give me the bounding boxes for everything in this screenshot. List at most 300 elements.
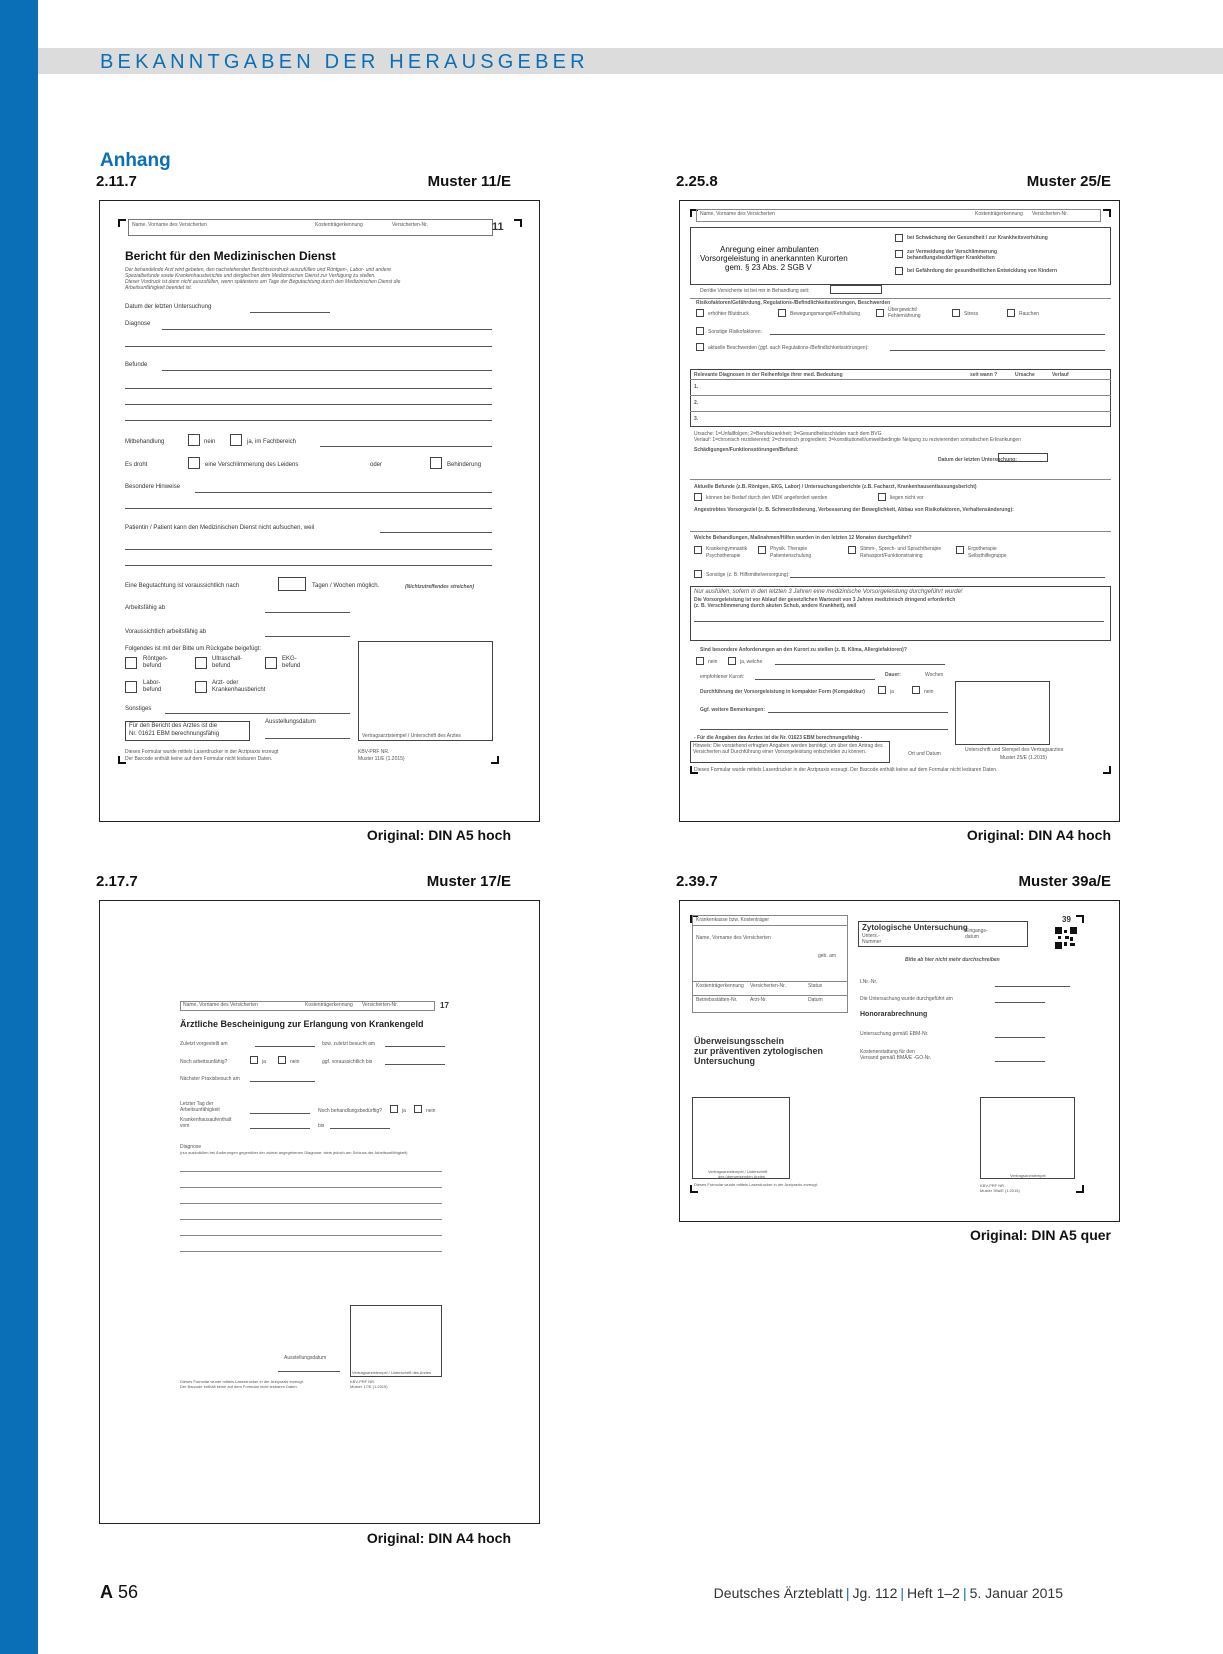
ultra-label: Ultraschall- (212, 656, 243, 662)
ueber-title: zur präventiven zytologischen (694, 1046, 824, 1056)
nicht-label: (Nichtzutreffendes streichen) (405, 584, 475, 590)
crop-mark (1103, 209, 1111, 217)
field-line (125, 565, 492, 566)
panel2-muster: Muster 25/E (1026, 173, 1111, 190)
header-title: BEKANNTGABEN DER HERAUSGEBER (100, 51, 589, 73)
divider (690, 479, 1111, 480)
panel4-muster: Muster 39a/E (1018, 873, 1111, 890)
zuletzt-label: Zuletzt vorgestellt am (180, 1041, 228, 1047)
intro-line: Spezialbefunde sowie Krankenhausberichte und dergleichen dem Medizinischen Dienst zur Verfügung zu stellen. (125, 273, 376, 279)
kosten-label: Kostenträgerkennung (975, 211, 1023, 217)
voraus-label: Voraussichtlich arbeitsfähig ab (125, 629, 207, 635)
panel2-original: Original: DIN A4 hoch (966, 827, 1111, 843)
checkbox-risk[interactable] (778, 309, 786, 317)
field-line (700, 729, 948, 730)
checkbox-behandlung[interactable] (694, 546, 702, 554)
checkbox-option[interactable] (895, 250, 903, 258)
betrieb-label: Betriebsstätten-Nr. (696, 997, 738, 1003)
field-line (250, 1081, 315, 1082)
option-label: bei Schwächung der Gesundheit / zur Krankheitsverhütung (907, 235, 1048, 241)
nein-label: nein (924, 689, 934, 695)
checkbox-ja[interactable] (230, 434, 242, 446)
field-line (995, 1037, 1045, 1038)
checkbox-option[interactable] (895, 267, 903, 275)
sonstige-b-label: Sonstige (z. B. Hilfsmittelversorgung): (706, 572, 790, 578)
stamp-box-left (692, 1097, 790, 1179)
kosten1-label: Kostenerstattung für den (860, 1049, 915, 1055)
risiko-label: Risikofaktoren/Gefährdung, Regulations-/Befindlichkeitsstörungen, Beschwerden (696, 300, 891, 306)
journal-name: Deutsches Ärzteblatt (713, 1585, 843, 1601)
crop-mark (1103, 766, 1111, 774)
field-line (250, 312, 330, 313)
side-accent-bar (0, 0, 38, 1654)
journal-issue: Heft 1–2 (907, 1585, 960, 1601)
begutachtung-label: Eine Begutachtung ist voraussichtlich nach (125, 583, 240, 589)
form-number: 39 (1062, 915, 1071, 924)
checkbox-option[interactable] (895, 234, 903, 242)
name-label: Name, Vorname des Versicherten (183, 1002, 258, 1008)
field-line (995, 986, 1070, 987)
kosten-label: Kostenträgerkennung (696, 983, 744, 989)
diag-row-num: 2. (694, 400, 699, 406)
ultra-label2: befund (212, 663, 231, 669)
naechster-label: Nächster Praxisbesuch am (180, 1076, 240, 1082)
field-line (278, 1371, 340, 1372)
kosten-label: Kostenträgerkennung (305, 1002, 353, 1008)
journal-info: Deutsches Ärzteblatt | Jg. 112 | Heft 1–2 | 5. Januar 2015 (713, 1585, 1063, 1601)
page-number (100, 1582, 138, 1603)
sonstiges-label: Sonstiges (125, 706, 152, 712)
field-line (250, 1128, 310, 1129)
section-title: Anhang (100, 150, 171, 171)
vers-label: Versicherten-Nr. (1032, 211, 1068, 217)
panel2-number: 2.25.8 (676, 173, 718, 190)
eingang-label: datum (965, 934, 979, 940)
seit-label: seit wann ? (970, 372, 998, 378)
footer-note: Der Barcode enthält keine auf dem Formular nicht lesbaren Daten. (180, 1384, 298, 1389)
field-line (125, 346, 492, 347)
field-line (255, 1046, 315, 1047)
row-line (690, 411, 1111, 412)
field-line (125, 508, 492, 509)
ja-label: ja (402, 1108, 406, 1114)
fuer-label: - Für die Angaben des Arztes ist die Nr. 01623 EBM berechnungsfähig - (694, 735, 863, 741)
lnr-label: LNr.-Nr. (860, 979, 878, 985)
field-line (125, 549, 492, 550)
field-line (320, 446, 492, 447)
patient-label: Patientin / Patient kann den Medizinischen Dienst nicht aufsuchen, weil (125, 525, 315, 531)
arbeitsfaehig-label: Arbeitsfähig ab (125, 605, 166, 611)
form-title: Bericht für den Medizinischen Dienst (125, 249, 336, 263)
nein-label: nein (290, 1059, 300, 1065)
panel1-original: Original: DIN A5 hoch (366, 827, 511, 843)
roentgen-label: Röntgen- (143, 656, 168, 662)
title-line: gem. § 23 Abs. 2 SGB V (725, 263, 812, 272)
ausstellung-label: Ausstellungsdatum (284, 1355, 327, 1361)
checkbox-nein[interactable] (696, 657, 704, 665)
aktuelle-bef-label: Aktuelle Befunde (z.B. Röntgen, EKG, Labor) / Untersuchungsberichte (z.B. Facharzt, Krankenhausentlassungsbericht) (694, 484, 977, 490)
verl-note: Verlauf: 1=chronisch rezidivierend; 2=chronisch progredient; 3=konstitutionell/umweltbedingte Neigung zu rezivierenden somatischen Erkrankungen (694, 437, 1021, 443)
nein-label: nein (426, 1108, 436, 1114)
checkbox-verschlimmerung[interactable] (188, 457, 200, 469)
kh-label: vom (180, 1123, 190, 1129)
kbv-label: Muster 17/E (1.2015) (350, 1384, 388, 1389)
checkbox-ekg[interactable] (265, 657, 277, 669)
kbv-label: Muster 11/E (1.2015) (358, 756, 405, 762)
mitbehandlung-label: Mitbehandlung (125, 439, 165, 445)
arzt-label: Arzt-Nr. (750, 997, 767, 1003)
stamp-box (358, 641, 493, 741)
checkbox-befund[interactable] (694, 493, 702, 501)
row-line (692, 995, 848, 996)
es-droht-label: Es droht (125, 462, 148, 468)
kbv-label: KBV-PRF NR. (358, 749, 390, 755)
field-line (180, 1203, 442, 1204)
field-line (162, 370, 492, 371)
footer-note: Der Barcode enthält keine auf dem Formular nicht lesbaren Daten. (125, 756, 273, 762)
aktuelle-label: aktuelle Beschwerden (ggf. auch Regulations-/Befindlichkeitsstörungen): (708, 345, 869, 351)
arzt-label: Arzt- oder (212, 680, 239, 686)
checkbox-ja[interactable] (728, 657, 736, 665)
kbv-label: Muster 25/E (1.2015) (1000, 755, 1047, 761)
date-boxes[interactable] (830, 285, 882, 294)
field-line (265, 738, 350, 739)
intro-line: Arbeitsunfähigkeit beendet ist. (125, 285, 192, 291)
schaedigungen-label: Schädigungen/Funktionsstörungen/Befund: (694, 447, 799, 453)
weeks-box[interactable] (278, 577, 306, 591)
bitte-label: Bitte ab hier nicht mehr durchschreiben (905, 957, 1000, 963)
arzt-label2: Krankenhausbericht (212, 687, 266, 693)
unters-label: Nummer (862, 939, 882, 945)
unterschrift-label: Unterschrift und Stempel des Vertragsarztes (965, 747, 1064, 753)
checkbox-behandlung[interactable] (694, 570, 702, 578)
tage-label: Tagen / Wochen möglich. (312, 583, 380, 589)
letzter-label: Arbeitsunfähigkeit (180, 1107, 220, 1113)
checkbox-risk[interactable] (1007, 309, 1015, 317)
behandlung-label: Der/die Versicherte ist bei mir in Behandlung seit: (700, 288, 810, 294)
behandlung-label: Rehasport/Funktionstraining (860, 553, 923, 559)
checkbox-nein[interactable] (278, 1056, 286, 1064)
form-number: 11 (492, 221, 504, 233)
relevante-label: Relevante Diagnosen in der Reihenfolge ihrer med. Bedeutung (694, 372, 843, 378)
zyto-title: Zytologische Untersuchung (862, 923, 968, 932)
row-line (692, 925, 848, 926)
checkbox-risk[interactable] (696, 343, 704, 351)
footer-note: Dieses Formular wurde mittels Laserdrucker in der Arztpraxis erzeugt. (180, 1379, 304, 1384)
footer-note: Dieses Formular wurde mittels Laserdrucker in der Arztpraxis erzeugt. Der Barcode enthält keine auf dem Formular nicht lesbaren Daten. (694, 767, 998, 773)
field-line (125, 404, 492, 405)
datum-label: Datum der letzten Untersuchung (125, 304, 212, 310)
kosten2-label: Versand gemäß BMÄ/E -GO-Nr. (860, 1055, 932, 1061)
option-label: bei Gefährdung der gesundheitlichen Entwicklung von Kindern (907, 268, 1058, 274)
field-line (180, 1251, 442, 1252)
field-line (385, 1046, 445, 1047)
crop-mark (118, 756, 126, 764)
risk-label: Bewegungsmangel/Fehlhaltung (790, 311, 861, 317)
ursache-label: Ursache (1015, 372, 1035, 378)
checkbox-risk[interactable] (952, 309, 960, 317)
vers-label: Versicherten-Nr. (362, 1002, 398, 1008)
checkbox-behandlung[interactable] (848, 546, 856, 554)
behandlung-label: Physik. Therapie (770, 546, 808, 552)
field-line (165, 713, 350, 714)
eingang-label: Eingangs- (965, 928, 988, 934)
panel3-original: Original: DIN A4 hoch (366, 1530, 511, 1546)
diag-row-num: 1. (694, 384, 699, 390)
checkbox-nein[interactable] (188, 434, 200, 446)
crop-mark (690, 1185, 698, 1193)
field-line (180, 1219, 442, 1220)
field-line (265, 636, 350, 637)
risk-label: erhöhter Blutdruck (708, 311, 749, 317)
crop-mark (1076, 1185, 1084, 1193)
row-line (692, 981, 848, 982)
sind-label: Sind besondere Anforderungen an den Kurort zu stellen (z. B. Klima, Allergiefaktoren)? (700, 647, 907, 653)
behandlung-label: Psychotherapie (706, 553, 741, 559)
ekg-label2: befund (282, 663, 301, 669)
option-label: behandlungsbedürftiger Krankheiten (907, 255, 995, 261)
stamp-box (350, 1305, 442, 1377)
field-line (380, 532, 492, 533)
crop-mark (118, 219, 126, 227)
field-line (330, 1128, 390, 1129)
ueber-title: Untersuchung (694, 1056, 756, 1066)
noch-beh-label: Noch behandlungsbedürftig? (318, 1108, 382, 1114)
status-label: Status (808, 983, 823, 989)
risk-label: Fehlernährung (888, 313, 921, 319)
stempel-label: Vertragsarztstempel / Unterschrift (708, 1169, 768, 1174)
nein-label: nein (204, 439, 216, 445)
welche-label: Welche Behandlungen, Maßnahmen/Hilfen wurden in den letzten 12 Monaten durchgeführt? (694, 535, 912, 541)
checkbox-ultraschall[interactable] (195, 657, 207, 669)
stempel-label: Vertragsarztstempel (1010, 1173, 1046, 1178)
panel1-number: 2.11.7 (96, 173, 137, 190)
ausstellung-label: Ausstellungsdatum (265, 719, 316, 725)
nur-label: Nur ausfüllen, sofern in den letzten 3 Jahren eine medizinische Vorsorgeleistung durchgeführt wurde! (694, 589, 963, 595)
roentgen-label2: befund (143, 663, 162, 669)
checkbox-arzt[interactable] (195, 681, 207, 693)
row-line (690, 379, 1111, 380)
journal-date: 5. Januar 2015 (969, 1585, 1063, 1601)
checkbox-labor[interactable] (125, 681, 137, 693)
journal-volume: Jg. 112 (852, 1585, 898, 1601)
noch-label: Noch arbeitsunfähig? (180, 1059, 228, 1065)
diagnose-label: Diagnose (180, 1144, 202, 1150)
bis-label: bis (318, 1123, 325, 1129)
page-num: 56 (118, 1582, 139, 1602)
checkbox-roentgen[interactable] (125, 657, 137, 669)
field-line (755, 679, 875, 680)
footer-note: Dieses Formular wurde mittels Laserdrucker in der Arztpraxis erzeugt. (694, 1182, 818, 1187)
ja-welche-label: ja, welche (740, 659, 763, 665)
diag-note: (nur auszufüllen bei Änderungen gegenüber der zuletzt angegebenen Diagnose; stets jedoch am Schluss der Arbeitsunfähigkeit) (180, 1150, 408, 1155)
form-muster-17 (99, 900, 540, 1524)
risk-label: Rauchen (1019, 311, 1040, 317)
bzw-label: bzw. zuletzt besucht am (322, 1041, 376, 1047)
labor-label2: befund (143, 687, 162, 693)
field-line (790, 577, 1105, 578)
kbv-label: KBV-PRF NR. (350, 1379, 376, 1384)
urs-note: Ursache: 1=Unfallfolgen; 2=Berufskrankheit; 3=Gesundheitsschäden nach dem BVG (694, 431, 882, 437)
stempel-label: Vertragsarztstempel / Unterschrift des Arztes (352, 1370, 432, 1375)
field-line (180, 1235, 442, 1236)
ebm-line: Nr. 01621 EBM berechnungsfähig (129, 731, 220, 737)
behandlung-label: Selbsthilfegruppe (968, 553, 1007, 559)
angestrebtes-label: Angestrebtes Vorsorgeziel (z. B. Schmerzlinderung, Verbesserung der Beweglichkeit, Abbau von Risikofaktoren, Verhaltensänderung): (694, 507, 1014, 513)
koennen-label: können bei Bedarf durch den MDK angefordert werden (706, 495, 828, 501)
hinweis-text: Hinweis: Die vorstehend erfragten Angaben werden benötigt, um über den Antrag des Versicherten auf Durchführung einer Vorsorgeleistung entscheiden zu können. (693, 743, 883, 755)
name-label: Name, Vorname des Versicherten (696, 935, 771, 941)
kosten-label: Kostenträgerkennung (315, 222, 363, 228)
checkbox-ja[interactable] (250, 1056, 258, 1064)
crop-mark (690, 766, 698, 774)
page-prefix: A (100, 1582, 113, 1602)
panel1-muster: Muster 11/E (427, 173, 511, 190)
behandlung-label: Krankengymnastik (706, 546, 748, 552)
name-label: Name, Vorname des Versicherten (132, 222, 207, 228)
field-line (890, 350, 1105, 351)
wochen-label: Wochen (925, 672, 944, 678)
intro-line: Der behandelnde Arzt wird gebeten, den nachstehenden Berichtsvordruck auszufüllen und Röntgen-, Labor- und andere (125, 267, 392, 273)
sonstige-label: Sonstige Risikofaktoren: (708, 329, 762, 335)
intro-line: Dieser Vordruck ist dann nicht auszufüllen, wenn spätestens am Tage der Begutachtung durch den Medizinischen Dienst die (125, 279, 401, 285)
behandlung-label: Patientenschulung (770, 553, 812, 559)
qr-code-icon (1055, 927, 1077, 949)
checkbox-risk[interactable] (876, 309, 884, 317)
behandlung-label: Stimm-, Sprech- und Sprachtherapie (860, 546, 942, 552)
date-field[interactable] (998, 453, 1048, 462)
diag-row-num: 3. (694, 416, 699, 422)
liegen-label: liegen nicht vor (890, 495, 924, 501)
risk-label: Übergewicht/ (888, 307, 918, 313)
form-muster-25 (679, 200, 1120, 822)
vers-label: Versicherten-Nr. (392, 222, 428, 228)
panel4-original: Original: DIN A5 quer (969, 1227, 1111, 1243)
labor-label: Labor- (143, 680, 161, 686)
field-line (125, 388, 492, 389)
crop-mark (491, 756, 499, 764)
option-label: zur Vermeidung der Verschlimmerung (907, 249, 998, 255)
divider (690, 298, 1111, 299)
behinderung-label: Behinderung (447, 462, 482, 468)
letzter-label: Letzter Tag der (180, 1101, 214, 1107)
ggf-label: ggf. voraussichtlich bis (322, 1059, 373, 1065)
befunde-label: Befunde (125, 362, 148, 368)
form-muster-39a (679, 900, 1120, 1222)
ggf-label: Ggf. weitere Bemerkungen: (700, 707, 766, 713)
name-label: Name, Vorname des Versicherten (700, 211, 775, 217)
field-line (995, 1061, 1045, 1062)
field-line (694, 621, 1104, 622)
panel3-number: 2.17.7 (96, 873, 138, 890)
ort-label: Ort und Datum (908, 751, 941, 757)
stamp-box-right (980, 1097, 1075, 1179)
field-line (162, 329, 492, 330)
behandlung-label: Ergotherapie (968, 546, 997, 552)
form-title: Ärztliche Bescheinigung zur Erlangung von Krankengeld (180, 1019, 424, 1029)
checkbox-ja[interactable] (390, 1105, 398, 1113)
checkbox-risk[interactable] (696, 327, 704, 335)
unters-label: Unters.- (862, 933, 880, 939)
field-line (995, 1002, 1045, 1003)
divider (690, 531, 1111, 532)
title-line: Anregung einer ambulanten (720, 245, 819, 254)
risk-label: Stress (964, 311, 979, 317)
nein-label: nein (708, 659, 718, 665)
field-line (180, 1171, 442, 1172)
durchf-label: Durchführung der Vorsorgeleistung in kompakter Form (Kompaktkur) (700, 689, 865, 695)
checkbox-behinderung[interactable] (430, 457, 442, 469)
field-line (768, 712, 948, 713)
checkbox-behandlung[interactable] (956, 546, 964, 554)
row-line (690, 395, 1111, 396)
field-line (125, 420, 492, 421)
nur-label: Die Vorsorgeleistung ist vor Ablauf der gesetzlichen Wartezeit von 3 Jahren medizinisch dringend erforderlich (694, 597, 956, 603)
honorar-title: Honorarabrechnung (860, 1011, 928, 1018)
hinweise-label: Besondere Hinweise (125, 484, 181, 490)
datum-letzt-label: Datum der letzten Untersuchung: (938, 457, 1017, 463)
checkbox-risk[interactable] (696, 309, 704, 317)
vers-label: Versicherten-Nr. (750, 983, 786, 989)
form-number: 17 (440, 1001, 449, 1010)
ekg-label: EKG- (282, 656, 297, 662)
empfohlen-label: empfohlener Kurort: (700, 674, 745, 680)
checkbox-behandlung[interactable] (758, 546, 766, 554)
form-muster-11 (99, 200, 540, 822)
diagnose-label: Diagnose (125, 321, 151, 327)
checkbox-nein[interactable] (414, 1105, 422, 1113)
kbv-label: KBV-PRF NR. (980, 1183, 1006, 1188)
ja-fach-label: ja, im Fachbereich (247, 439, 297, 445)
checkbox-ja[interactable] (878, 686, 886, 694)
geb-label: geb. am (818, 953, 837, 959)
stempel-label: Vertragsarztstempel / Unterschrift des Arztes (362, 733, 461, 739)
kh-label: Krankenhausaufenthalt (180, 1117, 232, 1123)
ueber-title: Überweisungsschein (694, 1036, 785, 1046)
field-line (265, 612, 350, 613)
verlauf-label: Verlauf (1052, 372, 1069, 378)
panel4-number: 2.39.7 (676, 873, 718, 890)
title-line: Vorsorgeleistung in anerkannten Kurorten (700, 254, 848, 263)
field-line (770, 334, 1105, 335)
kbv-label: Muster 39a/E (1.2015) (980, 1188, 1020, 1193)
field-line (195, 492, 492, 493)
panel3-muster: Muster 17/E (426, 873, 511, 890)
crop-mark (514, 219, 522, 227)
dauer-label: Dauer: (885, 672, 901, 678)
ebm-line: Für den Bericht des Arztes ist die (129, 723, 218, 729)
ja-label: ja (890, 689, 894, 695)
kasse-label: Krankenkasse bzw. Kostenträger (696, 917, 770, 923)
stempel-label: des überweisenden Arztes (718, 1174, 765, 1179)
field-line (775, 664, 945, 665)
folgendes-label: Folgendes ist mit der Bitte um Rückgabe beigefügt: (125, 646, 262, 652)
nur-label: (z. B. Verschlimmerung durch akuten Schub, andere Krankheit), weil (694, 603, 857, 609)
field-line (250, 1113, 310, 1114)
field-line (180, 1187, 442, 1188)
checkbox-nein[interactable] (912, 686, 920, 694)
stamp-box (955, 681, 1050, 745)
verschlimmerung-label: eine Verschlimmerung des Leidens (205, 462, 299, 468)
gemaess-label: Untersuchung gemäß EBM-Nr. (860, 1031, 929, 1037)
datum-label: Datum (808, 997, 823, 1003)
oder-label: oder (370, 462, 383, 468)
ja-label: ja (262, 1059, 266, 1065)
field-line (385, 1064, 445, 1065)
checkbox-befund[interactable] (878, 493, 886, 501)
durchgefuehrt-label: Die Untersuchung wurde durchgeführt am (860, 996, 953, 1002)
footer-note: Dieses Formular wurde mittels Laserdrucker in der Arztpraxis erzeugt (125, 749, 279, 755)
